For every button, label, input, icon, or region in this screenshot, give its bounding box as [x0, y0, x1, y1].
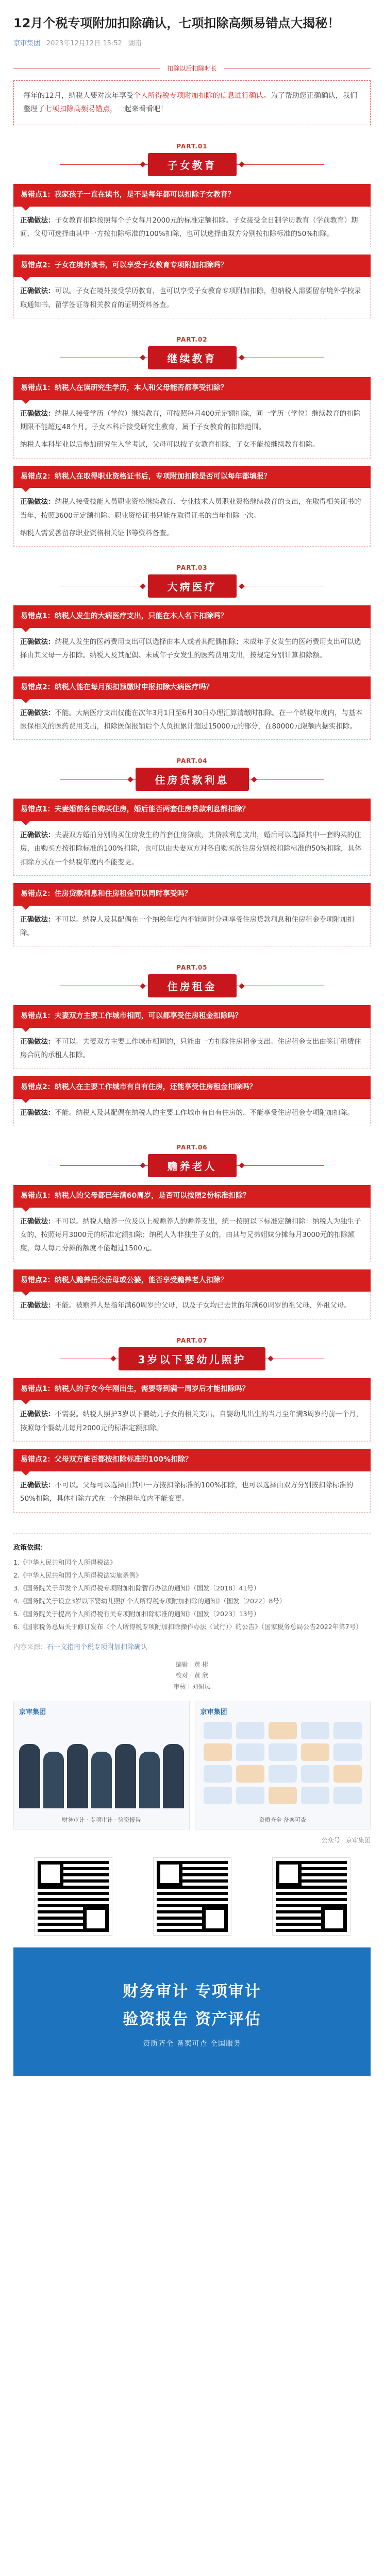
- error-point: [13, 1005, 371, 1069]
- error-point-title: 易错点1：夫妻婚前各自购买住房，婚后能否两套住房贷款利息都扣除？: [13, 799, 371, 821]
- error-point: [13, 466, 371, 547]
- promo-team-image[interactable]: [13, 1701, 190, 1829]
- answer-text: 纳税人本科毕业以后参加研究生入学考试，父母可以按子女教育扣除，子女不能按继续教育扣除。: [20, 440, 320, 449]
- paragraph: [20, 407, 364, 434]
- error-point-body: [13, 1099, 371, 1126]
- part-header: [13, 1319, 371, 1371]
- paragraph: [20, 527, 364, 540]
- part-header: [13, 740, 371, 791]
- ref-item: 2.《中华人民共和国个人所得税法实施条例》: [13, 1571, 142, 1579]
- part-number: PART.06: [176, 1143, 208, 1151]
- top-divider-tag: 扣除以后扣除时长: [160, 64, 224, 73]
- answer-text: 纳税人接受学历（学位）继续教育，可按照每月400元定额扣除，同一学历（学位）继续教育的扣除期限不能超过48个月。子女本科后接受研究生教育，属于子女教育的扣除范围。: [20, 409, 361, 431]
- article-title: 12月个税专项附加扣除确认，七项扣除高频易错点大揭秘！: [13, 16, 340, 30]
- promo-caption: 资质齐全 备案可查: [259, 1817, 306, 1824]
- paragraph: [20, 1479, 364, 1506]
- error-point-body: [13, 1208, 371, 1262]
- error-point: [13, 377, 371, 459]
- section-part: [13, 1319, 371, 1513]
- error-point: [13, 1269, 371, 1319]
- paragraph: [20, 1035, 364, 1062]
- paragraph: [20, 913, 364, 940]
- promo-services-image[interactable]: [195, 1701, 371, 1829]
- section-part: [13, 1126, 371, 1319]
- part-title-wrap: [13, 1154, 371, 1178]
- error-point-body: [13, 1471, 371, 1513]
- error-point-title: 易错点1：我家孩子一直在读书，是不是每年都可以扣除子女教育？: [13, 184, 371, 207]
- answer-label: 正确做法：: [20, 708, 55, 717]
- part-title-wrap: [13, 346, 371, 370]
- ref-item: 1.《中华人民共和国个人所得税法》: [13, 1558, 116, 1566]
- answer-text: 纳税人需妥善留存职业资格相关证书等资料备查。: [20, 529, 173, 537]
- part-number: PART.03: [176, 564, 208, 572]
- error-point-body: [13, 1292, 371, 1319]
- error-point-title: 易错点2：住房贷款利息和住房租金可以同时享受吗？: [13, 883, 371, 906]
- error-point-body: [13, 1028, 371, 1069]
- part-title-wrap: [13, 574, 371, 598]
- qr-code-icon[interactable]: [273, 1858, 350, 1935]
- part-title: 赡养老人: [148, 1154, 237, 1177]
- part-title: 住房贷款利息: [136, 768, 249, 791]
- banner-line-1: 财务审计 专项审计: [123, 1982, 261, 2001]
- qr-codes: [13, 1858, 371, 1935]
- paragraph: [20, 1408, 364, 1435]
- promo-images: [13, 1701, 371, 1829]
- source-prefix: 内容来源：: [13, 1643, 47, 1651]
- error-point: [13, 184, 371, 247]
- section-part: [13, 946, 371, 1126]
- services-grid-icon: [204, 1722, 362, 1804]
- refs-list: [13, 1556, 371, 1633]
- part-header: [13, 1126, 371, 1178]
- promo-brand: 京审集团: [200, 1708, 227, 1717]
- top-divider: [13, 60, 371, 77]
- answer-label: 正确做法：: [20, 1301, 55, 1310]
- proofreader-line: 校对丨黄 欣: [175, 1672, 209, 1680]
- footer-banner: [13, 1947, 371, 2076]
- error-point: [13, 1378, 371, 1442]
- answer-label: 正确做法：: [20, 915, 55, 924]
- publish-location: 湖南: [128, 39, 142, 47]
- error-point-body: [13, 400, 371, 459]
- answer-text: 夫妻双方婚前分别购买住房发生的首套住房贷款，其贷款利息支出，婚后可以选择其中一套购买的住房，由购买方按扣除标准的100%扣除，也可以由夫妻双方对各自购买的住房分别按扣除标准的50%扣除，具体扣除方式在一个纳税年度内不能变更。: [20, 831, 362, 867]
- answer-text: 纳税人接受技能人员职业资格继续教育、专业技术人员职业资格继续教育的支出，在取得相关证书的当年，按照3600元定额扣除。职业资格证书只能在取得证书的当年扣除一次。: [20, 498, 361, 520]
- error-point-title: 易错点1：纳税人发生的大病医疗支出，只能在本人名下扣除吗？: [13, 605, 371, 628]
- answer-text: 不能。被赡养人是指年满60周岁的父母，以及子女均已去世的年满60周岁的祖父母、外祖父母。: [55, 1301, 351, 1310]
- publish-date: 2023年12月12日 15:52: [46, 39, 122, 47]
- answer-label: 正确做法：: [20, 409, 55, 418]
- error-point-title: 易错点2：父母双方能否都按扣除标准的100%扣除？: [13, 1449, 371, 1471]
- answer-text: 不可以。夫妻双方主要工作城市相同的，只能由一方扣除住房租金支出。住房租金支出由签订租赁住房合同的承租人扣除。: [20, 1038, 361, 1060]
- banner-line-2: 验资报告 资产评估: [123, 2010, 261, 2029]
- error-point: [13, 676, 371, 740]
- answer-label: 正确做法：: [20, 287, 55, 296]
- error-point: [13, 883, 371, 946]
- answer-text: 不能。纳税人及其配偶在纳税人的主要工作城市有自有住房的，不能享受住房租金专项附加扣除。: [55, 1108, 354, 1117]
- part-title: 大病医疗: [148, 574, 237, 598]
- part-number: PART.05: [176, 964, 208, 972]
- answer-text: 不可以。父母可以选择由其中一方按扣除标准的100%扣除，也可以选择由双方分别按扣除标准的50%扣除，具体扣除方式在一个纳税年度内不能变更。: [20, 1481, 354, 1503]
- error-point: [13, 1185, 371, 1262]
- part-number: PART.02: [176, 335, 208, 343]
- error-point: [13, 799, 371, 876]
- error-point-body: [13, 277, 371, 318]
- article-header: [0, 0, 384, 53]
- error-point-title: 易错点2：纳税人赡养岳父岳母或公婆，能否享受赡养老人扣除？: [13, 1269, 371, 1292]
- intro-highlight: 七项扣除高频易错点: [45, 105, 110, 114]
- ref-item: 3.《国务院关于印发个人所得税专项附加扣除暂行办法的通知》（国发〔2018〕41号）: [13, 1584, 260, 1592]
- answer-label: 正确做法：: [20, 1038, 55, 1046]
- answer-label: 正确做法：: [20, 638, 55, 647]
- editor-credits: [13, 1659, 371, 1693]
- part-title-wrap: [13, 153, 371, 177]
- promo-caption: 财务审计 · 专项审计 · 验资报告: [62, 1817, 141, 1824]
- part-title: 子女教育: [148, 153, 237, 176]
- team-photo-icon: [19, 1741, 184, 1808]
- error-point-title: 易错点2：子女在境外读书，可以享受子女教育专项附加扣除吗？: [13, 255, 371, 277]
- content-source: [13, 1641, 371, 1651]
- policy-references: [13, 1533, 371, 1633]
- parts-container: [0, 125, 384, 1513]
- answer-label: 正确做法：: [20, 1217, 55, 1226]
- part-title: 住房租金: [148, 974, 237, 997]
- answer-label: 正确做法：: [20, 1410, 55, 1419]
- ref-item: 5.《国务院关于提高个人所得税有关专项附加扣除标准的通知》（国发〔2023〕13号）: [13, 1609, 260, 1618]
- author-link[interactable]: 京审集团: [13, 39, 41, 47]
- error-point-body: [13, 488, 371, 547]
- part-header: [13, 318, 371, 370]
- section-part: [13, 547, 371, 740]
- paragraph: [20, 438, 364, 451]
- answer-text: 不能。大病医疗支出仅能在次年3月1日至6月30日办理汇算清缴时扣除。在一个纳税年度内，与基本医保相关的医药费用支出，扣除医保报销后个人负担累计超过15000元的部分，在80000元限额内据实扣除。: [20, 708, 362, 731]
- error-point-title: 易错点2：纳税人在取得职业资格证书后，专项附加扣除是否可以每年都填报？: [13, 466, 371, 488]
- answer-text: 不需要。纳税人照护3岁以下婴幼儿子女的相关支出，自婴幼儿出生的当月至年满3周岁的前一个月，按照每个婴幼儿每月2000元的标准定额扣除。: [20, 1410, 363, 1432]
- paragraph: [20, 214, 364, 241]
- error-point: [13, 255, 371, 318]
- promo-brand: 京审集团: [19, 1708, 46, 1717]
- wechat-source: 公众号 · 京审集团: [321, 1837, 371, 1844]
- paragraph: [20, 635, 364, 663]
- paragraph: [20, 706, 364, 734]
- error-point-title: 易错点1：纳税人的父母都已年满60周岁，是否可以按照2份标准扣除？: [13, 1185, 371, 1208]
- section-part: [13, 740, 371, 946]
- error-point-body: [13, 906, 371, 947]
- error-point-title: 易错点2：纳税人能在每月预扣预缴时申报扣除大病医疗吗？: [13, 676, 371, 699]
- section-part: [13, 125, 371, 318]
- refs-title: 政策依据：: [13, 1544, 47, 1552]
- error-point-title: 易错点1：纳税人的子女今年刚出生，需要等到满一周岁后才能扣除吗？: [13, 1378, 371, 1401]
- reviewer-line: 审核丨刘佩凤: [173, 1683, 211, 1690]
- error-point: [13, 1076, 371, 1126]
- answer-text: 不可以。纳税人及其配偶在一个纳税年度内不能同时分别享受住房贷款利息和住房租金专项附加扣除。: [20, 915, 354, 937]
- intro-highlight: 个人所得税专项附加扣除的信息进行确认: [133, 91, 263, 100]
- answer-label: 正确做法：: [20, 498, 55, 506]
- meta-row: [13, 38, 371, 47]
- part-number: PART.04: [176, 757, 208, 765]
- part-title-wrap: [13, 1347, 371, 1371]
- error-point: [13, 605, 371, 669]
- ref-item: 6.《国家税务总局关于修订发布〈个人所得税专项附加扣除操作办法（试行）〉的公告》（国家税务总局公告2022年第7号）: [13, 1622, 362, 1631]
- answer-text: 子女教育扣除按照每个子女每月2000元的标准定额扣除。子女接受全日制学历教育（学前教育）期间，父母可选择由其中一方按扣除标准的100%扣除，也可以选择由双方分别按扣除标准的50%扣除。: [20, 216, 358, 239]
- part-header: [13, 946, 371, 998]
- error-point-body: [13, 699, 371, 740]
- intro-text: 每年的12月，纳税人要对次年享受: [23, 91, 133, 100]
- answer-text: 纳税人发生的医药费用支出可以选择由本人或者其配偶扣除；未成年子女发生的医药费用支出可以选择由其父母一方扣除。纳税人及其配偶、未成年子女发生的医药费用支出，按规定分别计算扣除额。: [20, 638, 361, 660]
- error-point-body: [13, 821, 371, 876]
- answer-label: 正确做法：: [20, 1481, 55, 1489]
- paragraph: [20, 1215, 364, 1256]
- banner-line-3: 资质齐全 备案可查 全国服务: [143, 2040, 241, 2048]
- editor-line: 编辑丨黄 彬: [175, 1660, 209, 1668]
- paragraph: [20, 284, 364, 312]
- part-title: 继续教育: [148, 346, 237, 369]
- error-point-title: 易错点2：纳税人在主要工作城市有自有住房，还能享受住房租金扣除吗？: [13, 1076, 371, 1099]
- paragraph: [20, 1106, 364, 1120]
- error-point-body: [13, 207, 371, 248]
- paragraph: [20, 1299, 364, 1312]
- error-point-title: 易错点1：纳税人在读研究生学历，本人和父母能否都享受扣除？: [13, 377, 371, 400]
- error-point-title: 易错点1：夫妻双方主要工作城市相同，可以都享受住房租金扣除吗？: [13, 1005, 371, 1028]
- answer-text: 不可以。纳税人赡养一位及以上被赡养人的赡养支出，统一按照以下标准定额扣除：纳税人为独生子女的，按照每月3000元的标准定额扣除；纳税人为非独生子女的，由其与兄弟姐妹分摊每月3000元的扣除额度，每人每月分摊的额度不能超过1500元。: [20, 1217, 361, 1253]
- part-number: PART.07: [176, 1336, 208, 1344]
- paragraph: [20, 828, 364, 869]
- qr-code-icon[interactable]: [154, 1858, 231, 1935]
- answer-text: 可以。子女在境外接受学历教育，也可以享受子女教育专项附加扣除，但纳税人需要留存境外学校录取通知书、留学签证等相关教育的证明资料备查。: [20, 287, 361, 309]
- section-part: [13, 318, 371, 547]
- part-header: [13, 547, 371, 598]
- part-number: PART.01: [176, 142, 208, 150]
- source-link[interactable]: 石一文指南个税专项附加扣除确认: [47, 1643, 148, 1651]
- answer-label: 正确做法：: [20, 831, 55, 839]
- answer-label: 正确做法：: [20, 216, 55, 225]
- part-title-wrap: [13, 974, 371, 998]
- intro-box: [13, 80, 371, 125]
- ref-item: 4.《国务院关于设立3岁以下婴幼儿照护个人所得税专项附加扣除的通知》（国发〔2022〕8号）: [13, 1597, 286, 1605]
- paragraph: [20, 495, 364, 522]
- error-point: [13, 1449, 371, 1512]
- error-point-body: [13, 628, 371, 669]
- part-header: [13, 125, 371, 177]
- answer-label: 正确做法：: [20, 1108, 55, 1117]
- part-title-wrap: [13, 768, 371, 791]
- qr-code-icon[interactable]: [35, 1858, 112, 1935]
- part-title: 3岁以下婴幼儿照护: [119, 1347, 266, 1370]
- intro-text: ，一起来看看吧！: [110, 105, 168, 114]
- error-point-body: [13, 1400, 371, 1442]
- intro-text: 。为了帮助您正确确认，我们整理了: [23, 91, 357, 114]
